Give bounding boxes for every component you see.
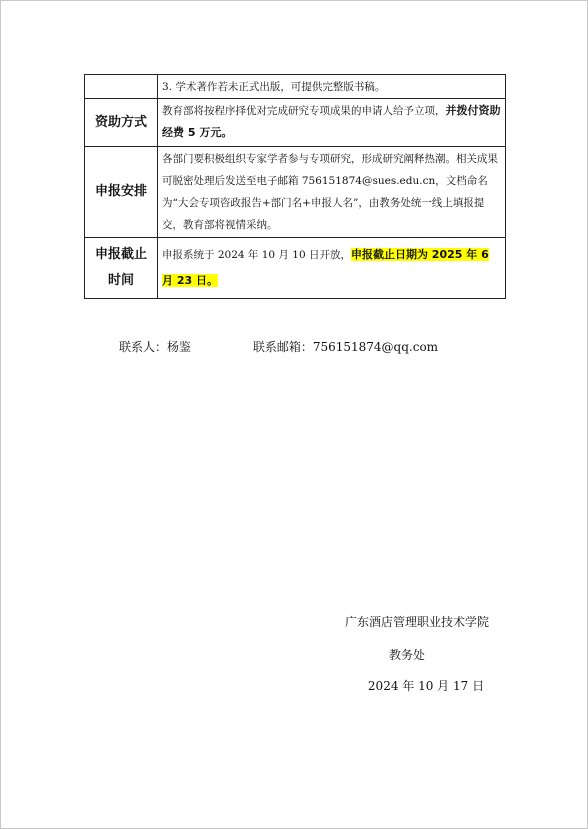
row-label-funding: 资助方式: [85, 99, 158, 147]
table-row: [85, 99, 506, 147]
application-table: [84, 74, 506, 299]
signature-org: 广东酒店管理职业技术学院: [344, 615, 489, 629]
deadline-label-line2: 时间: [107, 273, 134, 288]
table-row: [85, 75, 506, 99]
row-label-arrangement: 申报安排: [85, 147, 158, 238]
contact-line: [119, 338, 438, 355]
signature-date: 2024 年 10 月 17 日: [367, 679, 485, 693]
row-content: [158, 238, 506, 299]
contact-email: 联系邮箱：756151874@qq.com: [252, 340, 439, 354]
funding-amount: 并拨付资助经费 5 万元。: [162, 104, 501, 139]
deadline-text: 申报系统于 2024 年 10 月 10 日开放，: [162, 249, 351, 261]
signature-dept: 教务处: [388, 648, 425, 662]
deadline-label-line1: 申报截止: [94, 247, 147, 262]
deadline-highlight: 申报截止日期为 2025 年 6 月 23 日。: [162, 248, 489, 287]
publication-note: 3. 学术著作若未正式出版，可提供完整版书稿。: [162, 81, 386, 93]
row-content: [158, 147, 506, 238]
table-row: [85, 147, 506, 238]
row-content: [158, 75, 506, 99]
arrangement-text: 各部门要积极组织专家学者参与专项研究，形成研究阐释热潮。相关成果可脱密处理后发送至电子邮箱 756151874@sues.edu.cn，文档命名为“大会专项咨政报告+部门名+申报人名”，由教务处统一线上填报提交，教育部将视情采纳。: [162, 153, 498, 231]
funding-text: 教育部将按程序择优对完成研究专项成果的申请人给予立项，: [162, 105, 446, 117]
row-label-deadline: [85, 238, 158, 299]
row-content: [158, 99, 506, 147]
table-row: [85, 238, 506, 299]
contact-person: 联系人：杨鉴: [119, 340, 192, 354]
row-label-empty: [85, 75, 158, 99]
